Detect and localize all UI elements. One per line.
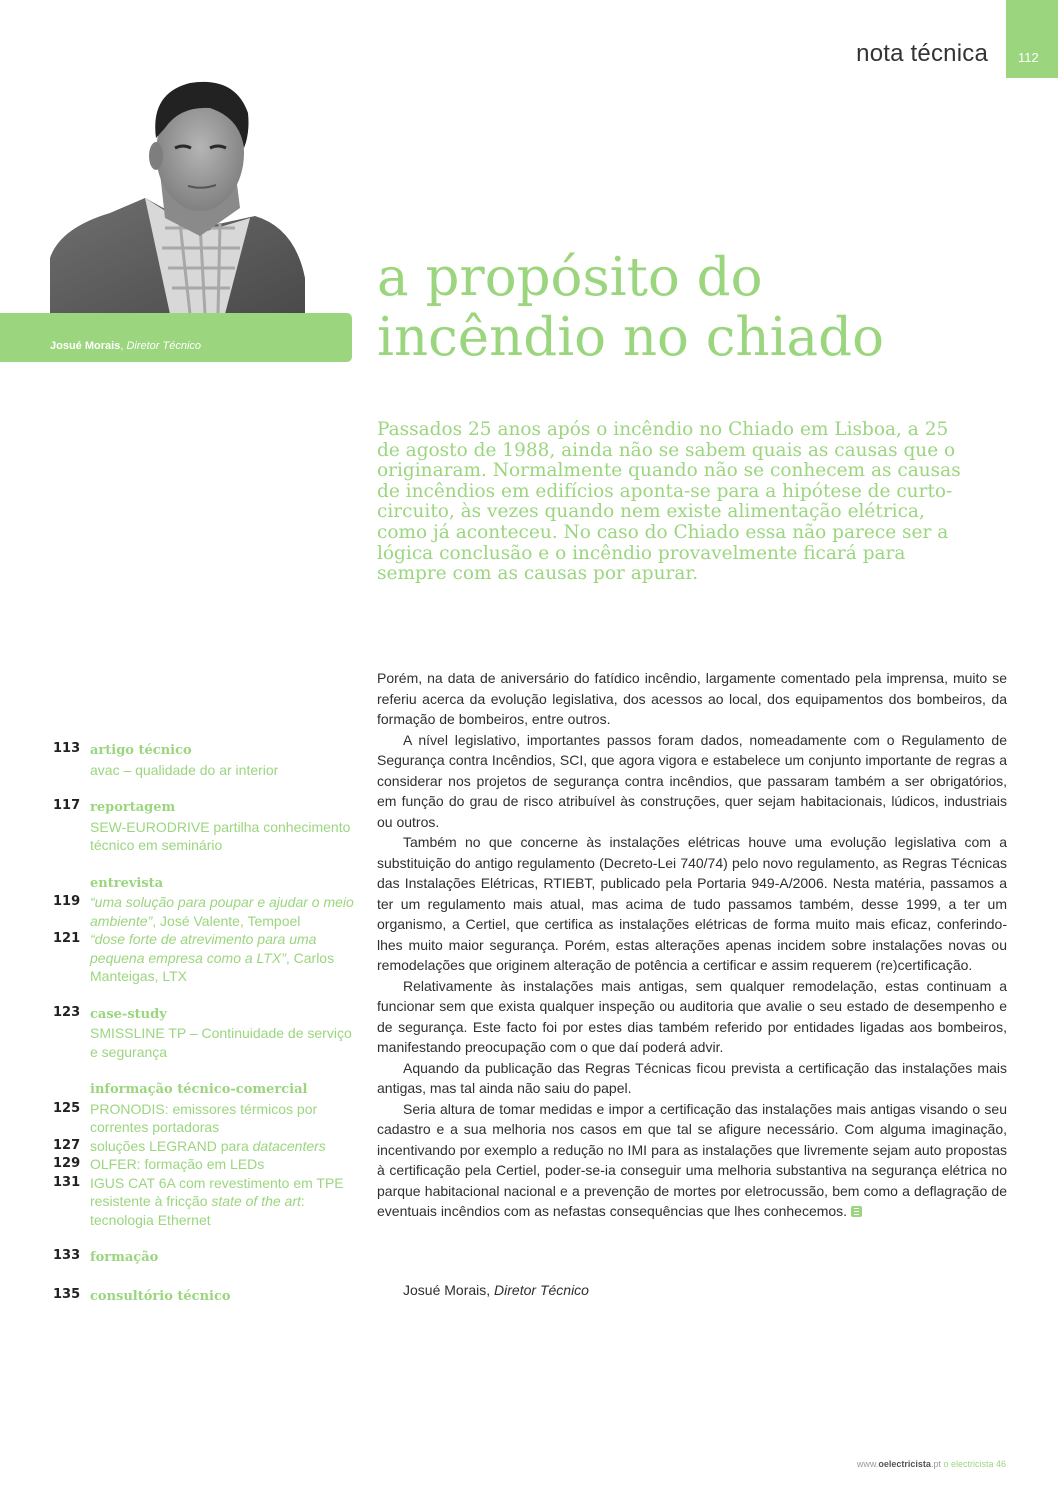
toc-category: entrevista [90, 875, 164, 891]
toc-entry-reportagem[interactable] [53, 797, 358, 855]
toc-item[interactable]: avac – qualidade do ar interior [90, 761, 279, 778]
end-of-article-icon [851, 1206, 862, 1217]
title-line-2: incêndio no chiado [377, 307, 884, 368]
toc-item-attribution: , Carlos Manteigas, LTX [90, 949, 335, 984]
toc-page-number: 133 [53, 1248, 81, 1263]
toc-item[interactable] [90, 894, 354, 929]
footer-brand[interactable]: oelectricista [878, 1459, 931, 1469]
toc-page-number: 129 [53, 1156, 81, 1171]
article-body [377, 668, 1007, 1222]
toc-page-number: 123 [53, 1004, 81, 1020]
toc-category: consultório técnico [90, 1288, 231, 1304]
caption-author: Josué Morais [50, 340, 121, 352]
page-footer [857, 1459, 1006, 1469]
toc-page-number: 119 [53, 894, 81, 909]
page-number-tab [1006, 0, 1058, 78]
caption-separator: , [120, 340, 127, 352]
signature-role: Diretor Técnico [494, 1282, 589, 1298]
article-lead: Passados 25 anos após o incêndio no Chiado em Lisboa, a 25 de agosto de 1988, ainda não se sabem quais as causas que o originaram. Normalmente quando não se conhecem as causas de incêndios em edifícios aponta-se para a hipótese de curto-circuito, às vezes quando nem existe alimentação elétrica, como já aconteceu. No caso do Chiado essa não parece ser a lógica conclusão e o incêndio provavelmente ficará para sempre com as causas por apurar. [377, 419, 961, 585]
body-paragraph-text: Seria altura de tomar medidas e impor a certificação das instalações mais antigas visando o seu cadastro e a sua melhoria nos casos em que tal se afigure necessário. Com alguma imaginação, incentivando por exemplo a redução no IMI para as instalações que livremente sejam auto propostas à certificação pela Certiel, poder-se-ia conseguir uma melhoria substantiva na segurança elétrica no parque habitacional nacional e a prevenção de mortes por eletrocussão, bem como a deflagração de eventuais incêndios com as nefastas consequências que lhes conhecemos. [377, 1100, 1007, 1219]
signature-name: Josué Morais [403, 1282, 487, 1298]
footer-tld: .pt [930, 1459, 941, 1469]
toc-category: reportagem [90, 800, 176, 815]
toc-item-text: IGUS CAT 6A com revestimento em TPE resistente à fricção [90, 1174, 344, 1209]
table-of-contents [53, 740, 358, 1324]
toc-item[interactable]: OLFER: formação em LEDs [90, 1156, 265, 1172]
toc-item-text: : tecnologia Ethernet [90, 1193, 305, 1228]
toc-entry-formacao[interactable] [53, 1247, 358, 1268]
caption-bar [0, 313, 352, 362]
photo-caption [50, 340, 201, 352]
toc-page-number: 127 [53, 1137, 81, 1153]
toc-item-text-italic: datacenters [252, 1137, 326, 1154]
page-number: 112 [1018, 50, 1039, 65]
toc-entry-entrevista[interactable] [53, 873, 358, 986]
body-paragraph: Relativamente às instalações mais antigas, sem qualquer remodelação, estas continuam a funcionar sem que exista qualquer inspeção ou auditoria que avalie o seu estado de desempenho e de segurança. Este facto foi por estes dias também referido por entidades ligadas aos bombeiros, manifestando preocupação com o que daí poderá advir. [377, 977, 1007, 1055]
toc-item-text: soluções LEGRAND para [90, 1137, 253, 1154]
body-paragraph: Porém, na data de aniversário do fatídico incêndio, largamente comentado pela imprensa, muito se referiu acerca da evolução legislativa, dos acessos ao local, dos equipamentos dos bombeiros, da formação de bombeiros, entre outros. [377, 670, 1007, 727]
toc-page-number: 121 [53, 931, 81, 946]
author-portrait [50, 78, 305, 314]
toc-item[interactable] [90, 1138, 326, 1154]
title-line-1: a propósito do [377, 247, 763, 308]
toc-item[interactable] [90, 931, 334, 984]
toc-item-quote: “uma solução para poupar e ajudar o meio ambiente” [90, 894, 354, 929]
toc-item-quote: “dose forte de atrevimento para uma pequena empresa como a LTX” [90, 931, 317, 966]
toc-page-number: 113 [53, 741, 81, 756]
toc-entry-artigo-tecnico[interactable] [53, 740, 358, 779]
article-title [377, 248, 884, 368]
toc-entry-informacao-tecnico-comercial[interactable] [53, 1079, 358, 1229]
footer-www: www. [856, 1459, 879, 1469]
toc-page-number: 125 [53, 1100, 81, 1116]
body-paragraph: Aquando da publicação das Regras Técnicas ficou prevista a certificação das instalações mais antigas, mas tal ainda não saiu do papel. [377, 1059, 1007, 1096]
toc-category: case-study [90, 1006, 167, 1022]
caption-role: Diretor Técnico [126, 340, 202, 352]
footer-issue: o electricista 46 [943, 1459, 1006, 1469]
toc-page-number: 135 [53, 1286, 81, 1302]
toc-entry-consultorio-tecnico[interactable] [53, 1286, 358, 1307]
toc-item[interactable]: SEW-EURODRIVE partilha conhecimento técnico em seminário [90, 818, 351, 853]
toc-item[interactable]: PRONODIS: emissores térmicos por correntes portadoras [90, 1100, 318, 1135]
toc-category: informação técnico-comercial [90, 1082, 308, 1097]
section-title: nota técnica [856, 40, 988, 67]
toc-item-text-italic: state of the art [211, 1193, 301, 1209]
toc-category: artigo técnico [90, 743, 192, 758]
toc-item-attribution: , José Valente, Tempoel [152, 912, 301, 929]
toc-item[interactable] [90, 1175, 344, 1228]
toc-entry-case-study[interactable] [53, 1004, 358, 1062]
toc-item[interactable]: SMISSLINE TP – Continuidade de serviço e segurança [90, 1025, 352, 1060]
article-signature: Josué Morais, Diretor Técnico [403, 1282, 589, 1298]
body-paragraph: Também no que concerne às instalações elétricas houve uma evolução legislativa com a substituição do antigo regulamento (Decreto-Lei 740/74) pelo novo regulamento, as Regras Técnicas das Instalações Elétricas, RTIEBT, publicado pela Portaria 949-A/2006. Nesta matéria, passamos a ter um regulamento mais atual, mas acima de tudo passamos também, desse 1999, a ter um organismo, a Certiel, que certifica as instalações elétricas de forma muito mais eficaz, conferindo-lhes muito maior segurança. Porém, estas alterações apenas incidem sobre instalações novas ou remodelações que originem alteração de potência a certificar e assim requerem (re)certificação. [377, 834, 1007, 973]
toc-page-number: 131 [53, 1174, 81, 1190]
portrait-ear [149, 142, 163, 170]
toc-category: formação [90, 1250, 159, 1265]
body-paragraph-last [377, 1099, 1007, 1222]
toc-page-number: 117 [53, 798, 81, 813]
body-paragraph: A nível legislativo, importantes passos foram dados, nomeadamente com o Regulamento de Segurança contra Incêndios, SCI, que agora vigora e estabelece um conjunto importante de regras a considerar nos projetos de segurança contra incêndios, que passaram também a ser obrigatórios, em função do grau de risco atribuível às construções, quer sejam habitacionais, lúdicos, industriais ou outros. [377, 731, 1007, 830]
